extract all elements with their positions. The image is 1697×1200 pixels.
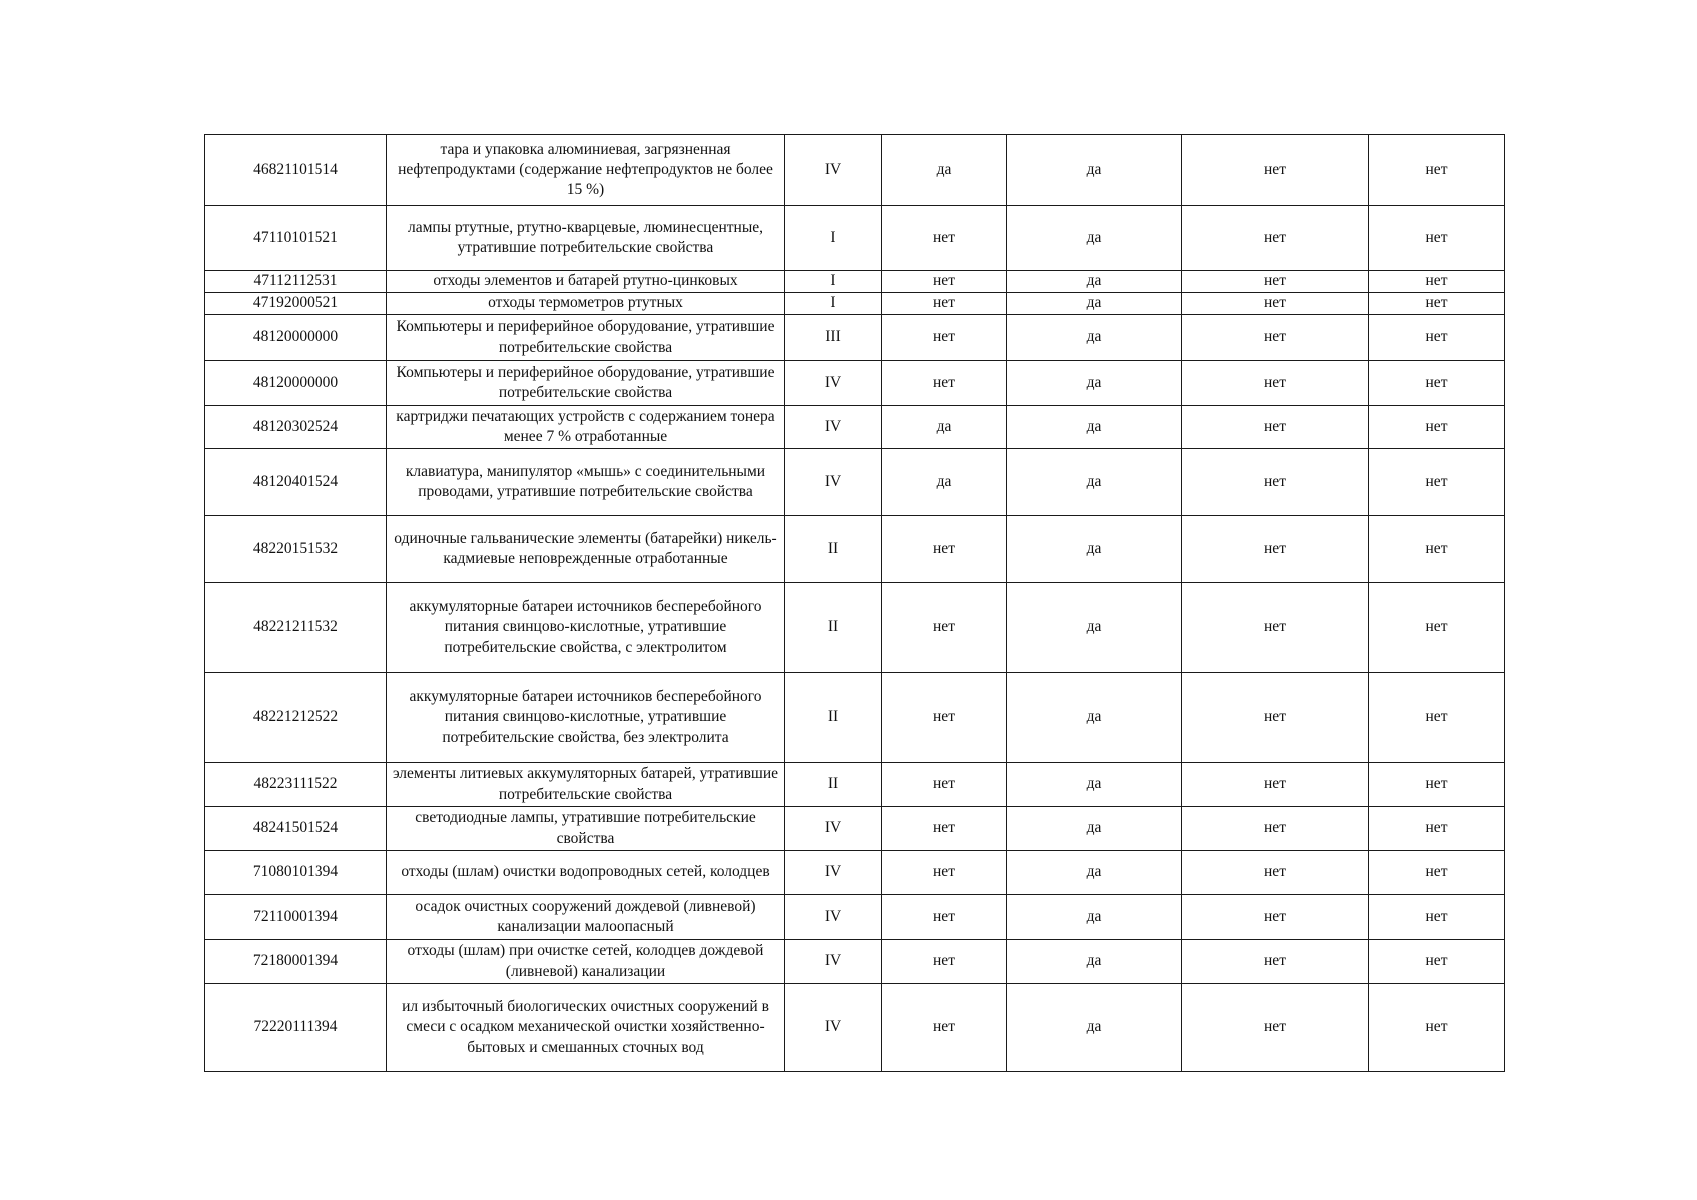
flag-cell-1: нет — [882, 583, 1007, 673]
table-row — [205, 206, 1505, 271]
flag-cell-1: нет — [882, 315, 1007, 361]
flag-cell-3: нет — [1182, 206, 1369, 271]
table-row — [205, 361, 1505, 406]
flag-cell-2: да — [1007, 449, 1182, 516]
table-row — [205, 293, 1505, 315]
waste-code-cell: 48120302524 — [205, 406, 387, 449]
flag-cell-1: да — [882, 135, 1007, 206]
flag-cell-1: нет — [882, 293, 1007, 315]
waste-name-cell: отходы (шлам) очистки водопроводных сетей, колодцев — [387, 851, 785, 895]
flag-cell-4: нет — [1369, 516, 1505, 583]
hazard-class-cell: IV — [785, 135, 882, 206]
waste-code-cell: 71080101394 — [205, 851, 387, 895]
flag-cell-4: нет — [1369, 449, 1505, 516]
waste-code-cell: 47192000521 — [205, 293, 387, 315]
flag-cell-4: нет — [1369, 673, 1505, 763]
hazard-class-cell: II — [785, 583, 882, 673]
flag-cell-4: нет — [1369, 895, 1505, 940]
flag-cell-3: нет — [1182, 673, 1369, 763]
table-row — [205, 449, 1505, 516]
waste-name-cell: элементы литиевых аккумуляторных батарей, утратившие потребительские свойства — [387, 763, 785, 807]
table-row — [205, 763, 1505, 807]
hazard-class-cell: IV — [785, 807, 882, 851]
flag-cell-2: да — [1007, 135, 1182, 206]
waste-code-cell: 48241501524 — [205, 807, 387, 851]
flag-cell-4: нет — [1369, 361, 1505, 406]
waste-name-cell: клавиатура, манипулятор «мышь» с соединительными проводами, утратившие потребительские свойства — [387, 449, 785, 516]
table-row — [205, 583, 1505, 673]
flag-cell-2: да — [1007, 984, 1182, 1072]
flag-cell-4: нет — [1369, 206, 1505, 271]
hazard-class-cell: IV — [785, 851, 882, 895]
hazard-class-cell: IV — [785, 984, 882, 1072]
waste-code-cell: 72110001394 — [205, 895, 387, 940]
waste-code-cell: 48221212522 — [205, 673, 387, 763]
waste-name-cell: отходы термометров ртутных — [387, 293, 785, 315]
waste-code-cell: 48120401524 — [205, 449, 387, 516]
waste-name-cell: картриджи печатающих устройств с содержанием тонера менее 7 % отработанные — [387, 406, 785, 449]
table-row — [205, 807, 1505, 851]
flag-cell-2: да — [1007, 851, 1182, 895]
waste-name-cell: отходы (шлам) при очистке сетей, колодцев дождевой (ливневой) канализации — [387, 940, 785, 984]
flag-cell-1: нет — [882, 984, 1007, 1072]
flag-cell-2: да — [1007, 361, 1182, 406]
table-row — [205, 940, 1505, 984]
flag-cell-4: нет — [1369, 807, 1505, 851]
flag-cell-4: нет — [1369, 851, 1505, 895]
flag-cell-3: нет — [1182, 851, 1369, 895]
flag-cell-3: нет — [1182, 807, 1369, 851]
table-row — [205, 673, 1505, 763]
hazard-class-cell: I — [785, 206, 882, 271]
flag-cell-3: нет — [1182, 406, 1369, 449]
flag-cell-1: нет — [882, 271, 1007, 293]
flag-cell-2: да — [1007, 940, 1182, 984]
flag-cell-3: нет — [1182, 315, 1369, 361]
flag-cell-4: нет — [1369, 271, 1505, 293]
flag-cell-3: нет — [1182, 895, 1369, 940]
flag-cell-1: нет — [882, 206, 1007, 271]
flag-cell-3: нет — [1182, 763, 1369, 807]
waste-name-cell: Компьютеры и периферийное оборудование, утратившие потребительские свойства — [387, 315, 785, 361]
hazard-class-cell: IV — [785, 406, 882, 449]
table-row — [205, 516, 1505, 583]
table-row — [205, 851, 1505, 895]
flag-cell-2: да — [1007, 315, 1182, 361]
table-row — [205, 135, 1505, 206]
flag-cell-2: да — [1007, 895, 1182, 940]
flag-cell-3: нет — [1182, 271, 1369, 293]
waste-code-cell: 72180001394 — [205, 940, 387, 984]
waste-table — [204, 134, 1505, 1072]
flag-cell-3: нет — [1182, 449, 1369, 516]
flag-cell-3: нет — [1182, 361, 1369, 406]
hazard-class-cell: IV — [785, 895, 882, 940]
flag-cell-2: да — [1007, 516, 1182, 583]
table-row — [205, 895, 1505, 940]
waste-name-cell: аккумуляторные батареи источников бесперебойного питания свинцово-кислотные, утратившие потребительские свойства, без электролита — [387, 673, 785, 763]
flag-cell-4: нет — [1369, 315, 1505, 361]
hazard-class-cell: II — [785, 763, 882, 807]
flag-cell-3: нет — [1182, 984, 1369, 1072]
waste-code-cell: 48221211532 — [205, 583, 387, 673]
flag-cell-4: нет — [1369, 763, 1505, 807]
hazard-class-cell: IV — [785, 940, 882, 984]
flag-cell-4: нет — [1369, 940, 1505, 984]
hazard-class-cell: IV — [785, 449, 882, 516]
waste-code-cell: 72220111394 — [205, 984, 387, 1072]
flag-cell-3: нет — [1182, 583, 1369, 673]
flag-cell-1: да — [882, 449, 1007, 516]
waste-name-cell: аккумуляторные батареи источников бесперебойного питания свинцово-кислотные, утратившие потребительские свойства, с электролитом — [387, 583, 785, 673]
table-row — [205, 984, 1505, 1072]
flag-cell-1: нет — [882, 516, 1007, 583]
hazard-class-cell: IV — [785, 361, 882, 406]
waste-name-cell: отходы элементов и батарей ртутно-цинковых — [387, 271, 785, 293]
waste-code-cell: 46821101514 — [205, 135, 387, 206]
flag-cell-1: нет — [882, 361, 1007, 406]
table-row — [205, 315, 1505, 361]
flag-cell-4: нет — [1369, 984, 1505, 1072]
flag-cell-3: нет — [1182, 135, 1369, 206]
flag-cell-2: да — [1007, 583, 1182, 673]
flag-cell-4: нет — [1369, 293, 1505, 315]
flag-cell-2: да — [1007, 293, 1182, 315]
flag-cell-3: нет — [1182, 940, 1369, 984]
waste-name-cell: Компьютеры и периферийное оборудование, утратившие потребительские свойства — [387, 361, 785, 406]
table-row — [205, 406, 1505, 449]
flag-cell-1: нет — [882, 940, 1007, 984]
flag-cell-2: да — [1007, 271, 1182, 293]
flag-cell-1: нет — [882, 763, 1007, 807]
flag-cell-2: да — [1007, 763, 1182, 807]
waste-name-cell: тара и упаковка алюминиевая, загрязненная нефтепродуктами (содержание нефтепродуктов не более 15 %) — [387, 135, 785, 206]
flag-cell-1: нет — [882, 807, 1007, 851]
flag-cell-1: нет — [882, 673, 1007, 763]
flag-cell-4: нет — [1369, 406, 1505, 449]
waste-code-cell: 48223111522 — [205, 763, 387, 807]
waste-code-cell: 48120000000 — [205, 315, 387, 361]
waste-name-cell: лампы ртутные, ртутно-кварцевые, люминесцентные, утратившие потребительские свойства — [387, 206, 785, 271]
waste-name-cell: осадок очистных сооружений дождевой (ливневой) канализации малоопасный — [387, 895, 785, 940]
waste-code-cell: 47110101521 — [205, 206, 387, 271]
flag-cell-2: да — [1007, 673, 1182, 763]
flag-cell-2: да — [1007, 206, 1182, 271]
hazard-class-cell: II — [785, 673, 882, 763]
flag-cell-3: нет — [1182, 516, 1369, 583]
flag-cell-4: нет — [1369, 583, 1505, 673]
flag-cell-2: да — [1007, 406, 1182, 449]
hazard-class-cell: III — [785, 315, 882, 361]
flag-cell-3: нет — [1182, 293, 1369, 315]
flag-cell-4: нет — [1369, 135, 1505, 206]
waste-code-cell: 47112112531 — [205, 271, 387, 293]
waste-name-cell: светодиодные лампы, утратившие потребительские свойства — [387, 807, 785, 851]
flag-cell-1: нет — [882, 895, 1007, 940]
waste-name-cell: одиночные гальванические элементы (батарейки) никель-кадмиевые неповрежденные отработанные — [387, 516, 785, 583]
table-body — [205, 135, 1505, 1072]
flag-cell-1: нет — [882, 851, 1007, 895]
waste-code-cell: 48220151532 — [205, 516, 387, 583]
table-row — [205, 271, 1505, 293]
hazard-class-cell: I — [785, 271, 882, 293]
waste-name-cell: ил избыточный биологических очистных сооружений в смеси с осадком механической очистки хозяйственно-бытовых и смешанных сточных вод — [387, 984, 785, 1072]
hazard-class-cell: I — [785, 293, 882, 315]
hazard-class-cell: II — [785, 516, 882, 583]
flag-cell-1: да — [882, 406, 1007, 449]
waste-code-cell: 48120000000 — [205, 361, 387, 406]
flag-cell-2: да — [1007, 807, 1182, 851]
